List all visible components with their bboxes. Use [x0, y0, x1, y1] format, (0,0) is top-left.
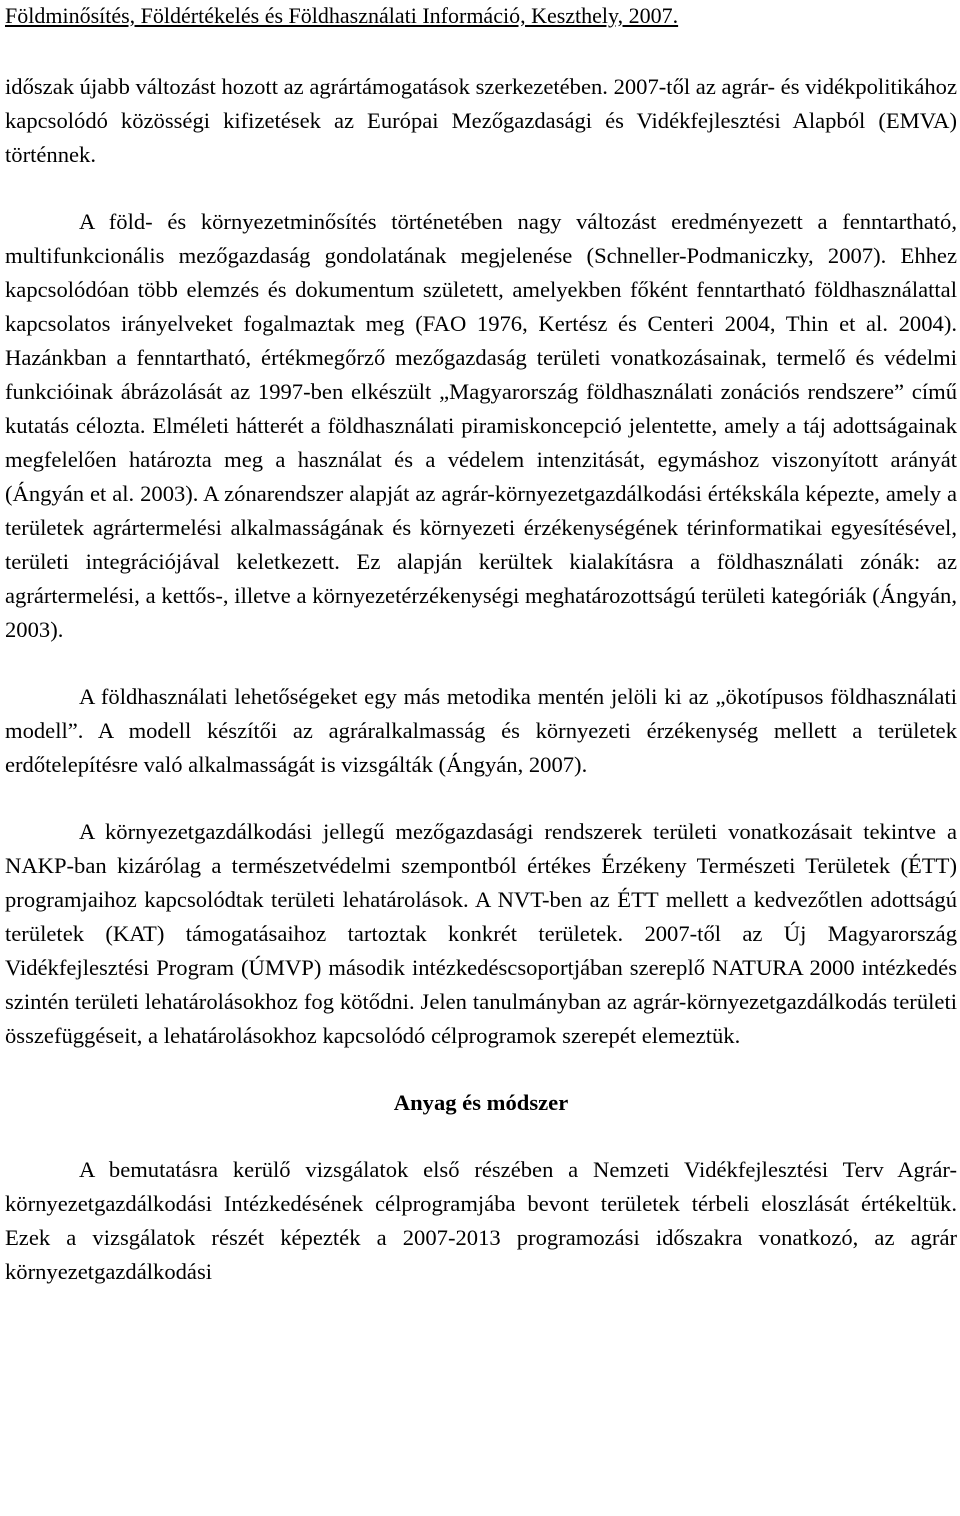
document-page — [5, 0, 957, 1289]
section-paragraph: A bemutatásra kerülő vizsgálatok első részében a Nemzeti Vidékfejlesztési Terv Agrár-környezetgazdálkodási Intézkedésének célprogramjába bevont területek térbeli eloszlását értékeltük. Ezek a vizsgálatok részét képezték a 2007-2013 programozási időszakra vonatkozó, az agrár környezetgazdálkodási — [5, 1157, 957, 1284]
running-header: Földminősítés, Földértékelés és Földhasználati Információ, Keszthely, 2007. — [5, 3, 679, 28]
body-paragraph-2: A föld- és környezetminősítés történetében nagy változást eredményezett a fenntartható, multifunkcionális mezőgazdaság gondolatának megjelenése (Schneller-Podmaniczky, 2007). Ehhez kapcsolódóan több elemzés és dokumentum született, amelyekben főként fenntartható földhasználattal kapcsolatos irányelveket fogalmaztak meg (FAO 1976, Kertész és Centeri 2004, Thin et al. 2004). Hazánkban a fenntartható, értékmegőrző mezőgazdaság területi vonatkozásainak, termelő és védelmi funkcióinak ábrázolását az 1997-ben elkészült „Magyarország földhasználati zonációs rendszere” című kutatás célozta. Elméleti hátterét a földhasználati piramiskoncepció jelentette, amely a táj adottságainak megfelelően határozta meg a használat és a védelem intenzitását, egymáshoz viszonyított arányát (Ángyán et al. 2003). A zónarendszer alapját az agrár-környezetgazdálkodási értékskála képezte, amely a területek agrártermelési alkalmasságának és környezeti érzékenységének térinformatikai egyesítésével, területi integrációjával keletkezett. Ez alapján kerültek kialakításra a földhasználati zónák: az agrártermelési, a kettős-, illetve a környezetérzékenységi meghatározottságú területi kategóriák (Ángyán, 2003). — [5, 209, 957, 642]
body-paragraph-3: A földhasználati lehetőségeket egy más metodika mentén jelöli ki az „ökotípusos földhasználati modell”. A modell készítői az agráralkalmasság és környezeti érzékenység mellett a területek erdőtelepítésre való alkalmasságát is vizsgálták (Ángyán, 2007). — [5, 684, 957, 777]
section-heading: Anyag és módszer — [393, 1090, 569, 1115]
body-paragraph-1: időszak újabb változást hozott az agrártámogatások szerkezetében. 2007-től az agrár- és vidékpolitikához kapcsolódó közösségi kifizetések az Európai Mezőgazdasági és Vidékfejlesztési Alapból (EMVA) történnek. — [5, 74, 957, 167]
body-paragraph-4: A környezetgazdálkodási jellegű mezőgazdasági rendszerek területi vonatkozásait tekintve a NAKP-ban kizárólag a természetvédelmi szempontból értékes Érzékeny Természeti Területek (ÉTT) programjaihoz kapcsolódtak területi lehatárolások. A NVT-ben az ÉTT mellett a kedvezőtlen adottságú területek (KAT) támogatásaihoz tartoztak konkrét területek. 2007-től az Új Magyarország Vidékfejlesztési Program (ÚMVP) második intézkedéscsoportjában szereplő NATURA 2000 intézkedés szintén területi lehatárolásokhoz fog kötődni. Jelen tanulmányban az agrár-környezetgazdálkodás területi összefüggéseit, a lehatárolásokhoz kapcsolódó célprogramok szerepét elemeztük. — [5, 819, 957, 1048]
